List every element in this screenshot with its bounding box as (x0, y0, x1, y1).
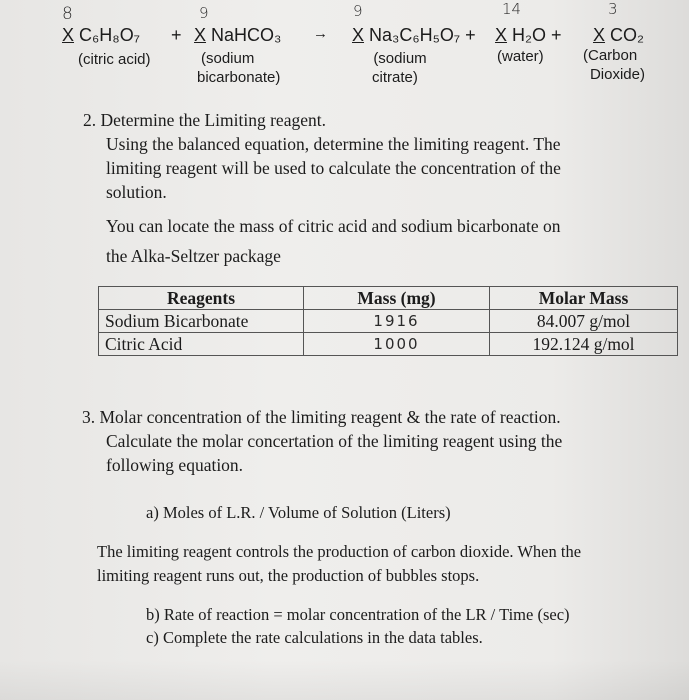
name-citric-acid: (citric acid) (78, 51, 151, 68)
coefficient-blank: X (194, 25, 207, 45)
header-reagents: Reagents (99, 287, 304, 310)
formula-sodium-bicarbonate: NaHCO₃ (211, 25, 282, 45)
name-sodium-citrate (368, 49, 432, 87)
reactant-sodium-bicarbonate (194, 25, 281, 46)
step3-paragraph (97, 540, 581, 588)
formula-water: H₂O + (512, 25, 562, 45)
formula-citric-acid: C₆H₈O₇ (79, 25, 140, 45)
coefficient-blank: X (62, 25, 75, 45)
step2-note (106, 214, 561, 268)
name-water: (water) (497, 48, 544, 65)
name-carbon-dioxide (583, 46, 645, 84)
coefficient-blank: X (593, 25, 606, 45)
product-water (495, 25, 562, 46)
handwritten-coefficient-co2: 3 (608, 0, 618, 18)
step3-item-b: b) Rate of reaction = molar concentration of the LR / Time (sec) (146, 605, 570, 624)
step2-body (106, 120, 561, 204)
header-molar-mass: Molar Mass (490, 287, 678, 310)
step3-item-c: c) Complete the rate calculations in the data tables. (146, 628, 483, 647)
table-row (99, 333, 678, 356)
coefficient-blank: X (495, 25, 508, 45)
cell-reagent: Sodium Bicarbonate (99, 310, 304, 333)
plus-sign: + (171, 25, 182, 45)
name-line: (sodium (373, 50, 427, 67)
text-line: limiting reagent runs out, the production of bubbles stops. (97, 566, 480, 585)
text-line: 3. Molar concentration of the limiting reagent & the rate of reaction. (82, 407, 561, 427)
step3-item-a: a) Moles of L.R. / Volume of Solution (Liters) (146, 503, 451, 522)
formula-carbon-dioxide: CO₂ (610, 25, 645, 45)
cell-molar-mass: 84.007 g/mol (490, 310, 678, 333)
name-line: bicarbonate) (197, 69, 281, 86)
handwritten-coefficient-water: 14 (502, 0, 522, 18)
name-line: citrate) (372, 69, 418, 86)
text-line: solution. (106, 182, 167, 202)
text-line: Using the balanced equation, determine the limiting reagent. The (106, 134, 561, 154)
cell-mass-handwritten: 1000 (304, 333, 490, 356)
name-line: (sodium (201, 50, 255, 67)
cell-reagent: Citric Acid (99, 333, 304, 356)
name-sodium-bicarbonate (197, 49, 295, 87)
table-header-row (99, 287, 678, 310)
name-line: Dioxide) (589, 66, 645, 83)
formula-sodium-citrate: Na₃C₆H₅O₇ + (369, 25, 476, 45)
text-line: following equation. (106, 455, 244, 475)
product-carbon-dioxide (593, 25, 644, 46)
handwritten-coefficient-bicarbonate: 9 (199, 4, 209, 22)
reactant-citric-acid (62, 25, 140, 46)
text-line: The limiting reagent controls the production of carbon dioxide. When the (97, 542, 582, 561)
text-line: You can locate the mass of citric acid and sodium bicarbonate on (106, 216, 561, 236)
product-sodium-citrate (352, 25, 476, 46)
handwritten-coefficient-citrate: 9 (353, 2, 363, 20)
cell-molar-mass: 192.124 g/mol (490, 333, 678, 356)
step3-heading (82, 405, 562, 477)
page-shadow (0, 660, 689, 700)
name-line: (Carbon (583, 47, 638, 64)
header-mass: Mass (mg) (304, 287, 490, 310)
text-line: Calculate the molar concertation of the limiting reagent using the (106, 431, 563, 451)
step2-heading: 2. Determine the Limiting reagent. (83, 110, 326, 130)
reaction-arrow: → (313, 25, 328, 42)
text-line: limiting reagent will be used to calculate the concentration of the (106, 158, 561, 178)
text-line: the Alka-Seltzer package (106, 246, 281, 266)
coefficient-blank: X (352, 25, 365, 45)
handwritten-coefficient-citric: 8 (62, 4, 73, 24)
reagent-table (98, 286, 678, 356)
cell-mass-handwritten: 1916 (304, 310, 490, 333)
table-row (99, 310, 678, 333)
